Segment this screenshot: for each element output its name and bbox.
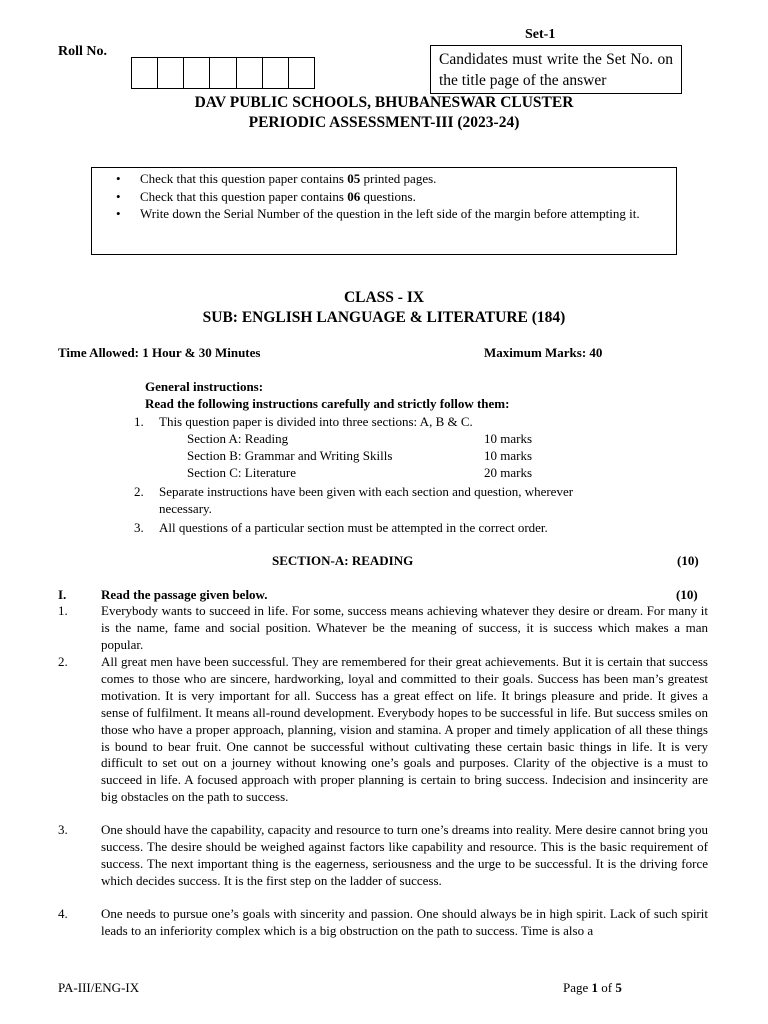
class-title: CLASS - IX [343,289,425,306]
section-a-title: SECTION-A: READING [272,553,414,568]
bullet-icon: • [116,171,121,186]
exam-title: PERIODIC ASSESSMENT-III (2023-24) [248,114,520,131]
section-a-marks: 10 marks [484,431,533,446]
roll-digit-box [289,58,314,88]
time-allowed: Time Allowed: 1 Hour & 30 Minutes [58,345,261,360]
question-text: Read the passage given below. [101,587,268,602]
general-instructions-subheading: Read the following instructions carefully and strictly follow them: [145,396,510,411]
section-b-marks: 10 marks [484,448,533,463]
footer-code: PA-III/ENG-IX [58,980,140,995]
question-number: I. [58,587,67,602]
section-a-total-marks: (10) [677,553,699,568]
section-c-name: Section C: Literature [187,465,297,480]
roll-digit-box [184,58,210,88]
section-c-marks: 20 marks [484,465,533,480]
roll-digit-box [237,58,263,88]
roll-digit-box [132,58,158,88]
set-label: Set-1 [525,27,556,42]
set-number-notice: Candidates must write the Set No. on the title page of the answer [430,45,682,94]
bullet-icon: • [116,206,121,221]
checklist-item: • Check that this question paper contains 06 questions. [116,188,416,204]
school-name: DAV PUBLIC SCHOOLS, BHUBANESWAR CLUSTER [194,94,574,111]
section-b-name: Section B: Grammar and Writing Skills [187,448,393,463]
roll-no-label: Roll No. [58,44,107,59]
bullet-icon: • [116,188,121,204]
subject-title: SUB: ENGLISH LANGUAGE & LITERATURE (184) [202,309,566,326]
general-instructions-heading: General instructions: [145,379,264,394]
roll-digit-box [263,58,289,88]
roll-digit-box [210,58,236,88]
checklist-item: • Check that this question paper contains 05 printed pages. [116,171,437,186]
checklist-item: • Write down the Serial Number of the question in the left side of the margin before attempting it. [116,206,640,221]
question-marks: (10) [676,587,698,602]
page-indicator: Page 1 of 5 [563,980,622,995]
roll-digit-box [158,58,184,88]
maximum-marks: Maximum Marks: 40 [484,345,603,360]
checklist-box [91,167,677,255]
section-a-name: Section A: Reading [187,431,289,446]
checklist [114,170,670,223]
roll-number-boxes [131,57,315,89]
